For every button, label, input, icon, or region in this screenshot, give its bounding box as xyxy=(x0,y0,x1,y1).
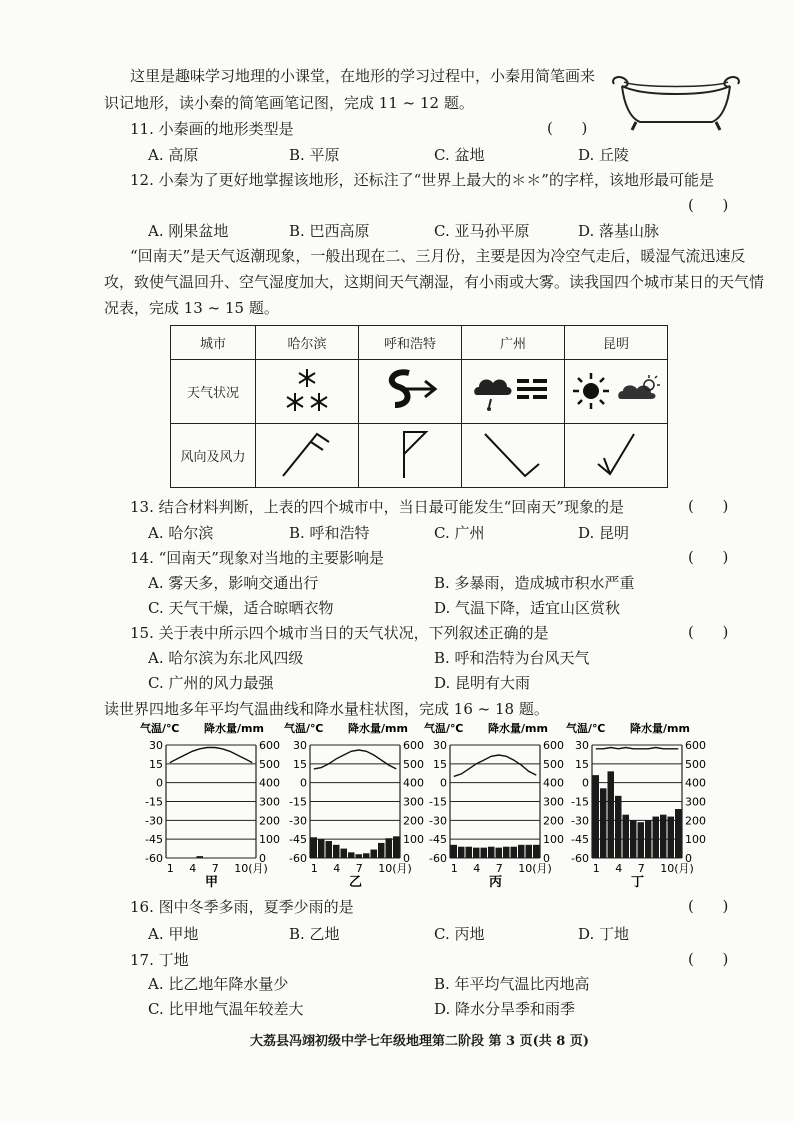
temperature-tick-label: 0 xyxy=(440,776,447,790)
temperature-tick-label: -60 xyxy=(145,852,163,865)
precipitation-bar xyxy=(503,847,510,858)
precipitation-tick-label: 400 xyxy=(403,776,424,790)
q15-answer-paren[interactable]: ( ) xyxy=(688,623,729,641)
precipitation-bar xyxy=(371,850,378,858)
table-header-hohhot: 呼和浩特 xyxy=(359,326,462,360)
precipitation-tick-label: 400 xyxy=(685,776,706,790)
basin-sketch-image xyxy=(606,70,746,136)
precipitation-tick-label: 0 xyxy=(403,852,410,865)
temperature-tick-label: -15 xyxy=(145,795,163,809)
temperature-tick-label: 15 xyxy=(149,757,163,771)
precipitation-axis-title: 降水量/mm xyxy=(488,722,548,735)
q17-option-b[interactable]: B. 年平均气温比丙地高 xyxy=(434,975,590,993)
temperature-tick-label: -60 xyxy=(571,852,589,865)
climate-chart-bing xyxy=(424,720,572,890)
precipitation-bar xyxy=(386,838,393,858)
precipitation-tick-label: 300 xyxy=(403,795,424,809)
hohhot-weather xyxy=(359,360,462,424)
guangzhou-wind xyxy=(462,424,565,488)
weather-table xyxy=(170,325,668,488)
month-tick-label: 10(月) xyxy=(234,862,268,875)
precipitation-bar xyxy=(458,847,465,858)
intro-2-line-2: 攻，致使气温回升、空气湿度加大，这期间天气潮湿，有小雨或大雾。读我国四个城市某日的天气情 xyxy=(104,273,765,291)
q17-stem: 17. 丁地 xyxy=(130,951,189,969)
month-tick-label: 10(月) xyxy=(518,862,552,875)
precipitation-tick-label: 100 xyxy=(259,833,280,847)
precipitation-tick-label: 200 xyxy=(259,814,280,828)
q17-option-c[interactable]: C. 比甲地气温年较差大 xyxy=(148,1000,304,1018)
sun-and-cloud-icon xyxy=(569,365,663,415)
precipitation-tick-label: 0 xyxy=(259,852,266,865)
precipitation-bar xyxy=(623,815,630,858)
precipitation-bar xyxy=(668,817,675,858)
climate-chart-yi xyxy=(284,720,432,890)
precipitation-bar xyxy=(197,856,204,858)
precipitation-bar xyxy=(496,848,503,858)
precipitation-bar xyxy=(660,815,667,858)
temperature-tick-label: -30 xyxy=(429,814,447,828)
precipitation-bar xyxy=(348,852,355,858)
temperature-tick-label: -30 xyxy=(145,814,163,828)
rain-and-fog-icon xyxy=(471,365,555,415)
temperature-tick-label: -60 xyxy=(289,852,307,865)
month-tick-label: 1 xyxy=(310,862,318,875)
precipitation-bar xyxy=(533,845,540,858)
q11-option-d[interactable]: D. 丘陵 xyxy=(578,146,630,164)
q11-answer-paren[interactable]: ( ) xyxy=(547,119,588,137)
precipitation-bar xyxy=(638,822,645,858)
precipitation-bar xyxy=(526,845,533,858)
q16-option-b[interactable]: B. 乙地 xyxy=(289,925,340,943)
q16-option-d[interactable]: D. 丁地 xyxy=(578,925,630,943)
snow-icon xyxy=(279,365,335,415)
chart-name: 丁 xyxy=(631,875,645,890)
temperature-tick-label: 30 xyxy=(575,739,589,752)
q14-option-b[interactable]: B. 多暴雨，造成城市积水严重 xyxy=(434,574,635,592)
q13-option-b[interactable]: B. 呼和浩特 xyxy=(289,524,370,542)
q13-option-c[interactable]: C. 广州 xyxy=(434,524,485,542)
hohhot-wind xyxy=(359,424,462,488)
temperature-axis-title: 气温/℃ xyxy=(566,722,606,735)
q16-option-c[interactable]: C. 丙地 xyxy=(434,925,485,943)
precipitation-tick-label: 600 xyxy=(685,739,706,752)
q16-answer-paren[interactable]: ( ) xyxy=(688,897,729,915)
q11-option-a[interactable]: A. 高原 xyxy=(148,146,199,164)
temperature-tick-label: -15 xyxy=(571,795,589,809)
intro-1-line-1: 这里是趣味学习地理的小课堂，在地形的学习过程中，小秦用简笔画来 xyxy=(130,67,596,85)
q14-stem: 14. “回南天”现象对当地的主要影响是 xyxy=(130,549,384,567)
table-header-kunming: 昆明 xyxy=(565,326,668,360)
q11-stem: 11. 小秦画的地形类型是 xyxy=(130,120,294,138)
precipitation-axis-title: 降水量/mm xyxy=(204,722,264,735)
intro-3: 读世界四地多年平均气温曲线和降水量柱状图，完成 16 ~ 18 题。 xyxy=(104,700,549,718)
q13-answer-paren[interactable]: ( ) xyxy=(688,497,729,515)
q13-option-a[interactable]: A. 哈尔滨 xyxy=(148,524,214,542)
temperature-tick-label: 0 xyxy=(156,776,163,790)
guangzhou-weather xyxy=(462,360,565,424)
chart-name: 乙 xyxy=(349,875,363,890)
precipitation-tick-label: 600 xyxy=(543,739,564,752)
precipitation-bar xyxy=(451,845,458,858)
temperature-tick-label: 30 xyxy=(149,739,163,752)
temperature-tick-label: -45 xyxy=(145,833,163,847)
precipitation-bar xyxy=(356,854,363,858)
precipitation-tick-label: 100 xyxy=(685,833,706,847)
precipitation-bar xyxy=(393,836,400,858)
precipitation-tick-label: 0 xyxy=(543,852,550,865)
table-header-guangzhou: 广州 xyxy=(462,326,565,360)
page-footer: 大荔县冯翊初级中学七年级地理第二阶段 第 3 页(共 8 页) xyxy=(250,1034,590,1049)
temperature-tick-label: 15 xyxy=(575,757,589,771)
temperature-curve xyxy=(454,755,537,776)
precipitation-axis-title: 降水量/mm xyxy=(630,722,690,735)
wind-barb-icon xyxy=(576,426,656,482)
wind-barb-icon xyxy=(473,426,553,482)
precipitation-tick-label: 200 xyxy=(685,814,706,828)
month-tick-label: 7 xyxy=(495,862,503,875)
temperature-tick-label: -45 xyxy=(429,833,447,847)
precipitation-bar xyxy=(608,771,615,858)
temperature-tick-label: -15 xyxy=(429,795,447,809)
temperature-tick-label: -60 xyxy=(429,852,447,865)
q16-stem: 16. 图中冬季多雨，夏季少雨的是 xyxy=(130,898,354,916)
precipitation-bar xyxy=(518,845,525,858)
precipitation-bar xyxy=(511,847,518,858)
q15-option-d[interactable]: D. 昆明有大雨 xyxy=(434,674,531,692)
temperature-tick-label: 15 xyxy=(293,757,307,771)
chart-name: 甲 xyxy=(205,875,219,890)
temperature-tick-label: -45 xyxy=(571,833,589,847)
precipitation-bar xyxy=(333,845,340,858)
precipitation-axis-title: 降水量/mm xyxy=(348,722,408,735)
q12-option-a[interactable]: A. 刚果盆地 xyxy=(148,222,229,240)
intro-2-line-3: 况表，完成 13 ~ 15 题。 xyxy=(104,299,279,317)
precipitation-bar xyxy=(473,848,480,858)
precipitation-bar xyxy=(341,849,348,858)
q15-option-b[interactable]: B. 呼和浩特为台风天气 xyxy=(434,649,590,667)
q15-option-c[interactable]: C. 广州的风力最强 xyxy=(148,674,274,692)
wind-barb-icon xyxy=(267,426,347,482)
precipitation-bar xyxy=(466,847,473,858)
temperature-tick-label: -30 xyxy=(571,814,589,828)
precipitation-tick-label: 200 xyxy=(403,814,424,828)
month-tick-label: 1 xyxy=(166,862,174,875)
precipitation-bar xyxy=(653,817,660,858)
month-tick-label: 4 xyxy=(473,862,481,875)
month-tick-label: 7 xyxy=(211,862,219,875)
precipitation-bar xyxy=(630,820,637,858)
month-tick-label: 10(月) xyxy=(660,862,694,875)
temperature-curve xyxy=(314,750,397,769)
precipitation-bar xyxy=(488,847,495,858)
temperature-tick-label: 15 xyxy=(433,757,447,771)
q11-option-c[interactable]: C. 盆地 xyxy=(434,146,485,164)
temperature-axis-title: 气温/℃ xyxy=(140,722,180,735)
precipitation-bar xyxy=(326,841,333,858)
harbin-weather xyxy=(256,360,359,424)
precipitation-tick-label: 600 xyxy=(403,739,424,752)
temperature-curve xyxy=(170,748,253,763)
month-tick-label: 7 xyxy=(637,862,645,875)
intro-1-line-2: 识记地形，读小秦的简笔画笔记图，完成 11 ~ 12 题。 xyxy=(104,94,474,112)
precipitation-tick-label: 300 xyxy=(685,795,706,809)
precipitation-bar xyxy=(378,843,385,858)
q16-option-a[interactable]: A. 甲地 xyxy=(148,925,199,943)
precipitation-tick-label: 500 xyxy=(403,757,424,771)
month-tick-label: 1 xyxy=(450,862,458,875)
precipitation-tick-label: 100 xyxy=(543,833,564,847)
q15-stem: 15. 关于表中所示四个城市当日的天气状况，下列叙述正确的是 xyxy=(130,624,549,642)
temperature-axis-title: 气温/℃ xyxy=(424,722,464,735)
month-tick-label: 1 xyxy=(592,862,600,875)
precipitation-bar xyxy=(615,796,622,858)
precipitation-tick-label: 100 xyxy=(403,833,424,847)
row-label-weather: 天气状况 xyxy=(171,360,256,424)
month-tick-label: 4 xyxy=(615,862,623,875)
temperature-axis-title: 气温/℃ xyxy=(284,722,324,735)
temperature-tick-label: -45 xyxy=(289,833,307,847)
temperature-tick-label: 30 xyxy=(433,739,447,752)
q12-stem: 12. 小秦为了更好地掌握该地形，还标注了“世界上最大的＊＊”的字样，该地形最可能是 xyxy=(130,171,714,189)
q14-option-d[interactable]: D. 气温下降，适宜山区赏秋 xyxy=(434,599,621,617)
precipitation-bar xyxy=(311,837,318,858)
precipitation-tick-label: 0 xyxy=(685,852,692,865)
intro-2-line-1: “回南天”是天气返潮现象，一般出现在二、三月份，主要是因为冷空气走后，暖湿气流迅速反 xyxy=(130,247,746,265)
kunming-weather xyxy=(565,360,668,424)
q14-option-c[interactable]: C. 天气干燥，适合晾晒衣物 xyxy=(148,599,334,617)
precipitation-bar xyxy=(675,809,682,858)
month-tick-label: 7 xyxy=(355,862,363,875)
q17-option-d[interactable]: D. 降水分旱季和雨季 xyxy=(434,1000,576,1018)
precipitation-tick-label: 500 xyxy=(543,757,564,771)
month-tick-label: 10(月) xyxy=(378,862,412,875)
q15-option-a[interactable]: A. 哈尔滨为东北风四级 xyxy=(148,649,304,667)
month-tick-label: 4 xyxy=(333,862,341,875)
harbin-wind xyxy=(256,424,359,488)
temperature-curve xyxy=(596,748,679,749)
precipitation-tick-label: 300 xyxy=(543,795,564,809)
precipitation-bar xyxy=(481,848,488,858)
q17-answer-paren[interactable]: ( ) xyxy=(688,950,729,968)
chart-name: 丙 xyxy=(489,875,503,890)
precipitation-bar xyxy=(600,788,607,858)
precipitation-tick-label: 500 xyxy=(259,757,280,771)
precipitation-tick-label: 400 xyxy=(259,776,280,790)
climate-chart-jia xyxy=(140,720,288,890)
wind-barb-icon xyxy=(370,426,450,482)
temperature-tick-label: -30 xyxy=(289,814,307,828)
q11-option-b[interactable]: B. 平原 xyxy=(289,146,340,164)
q12-answer-paren[interactable]: ( ) xyxy=(688,196,729,214)
q12-option-d[interactable]: D. 落基山脉 xyxy=(578,222,660,240)
climate-chart-ding xyxy=(566,720,714,890)
table-header-city: 城市 xyxy=(171,326,256,360)
typhoon-arrow-icon xyxy=(375,365,445,415)
q13-stem: 13. 结合材料判断，上表的四个城市中，当日最可能发生“回南天”现象的是 xyxy=(130,498,624,516)
precipitation-bar xyxy=(363,853,370,858)
q14-answer-paren[interactable]: ( ) xyxy=(688,548,729,566)
q14-option-a[interactable]: A. 雾天多，影响交通出行 xyxy=(148,574,319,592)
q12-option-b[interactable]: B. 巴西高原 xyxy=(289,222,370,240)
q12-option-c[interactable]: C. 亚马孙平原 xyxy=(434,222,530,240)
temperature-tick-label: 0 xyxy=(582,776,589,790)
precipitation-tick-label: 200 xyxy=(543,814,564,828)
precipitation-bar xyxy=(318,839,325,858)
temperature-tick-label: 0 xyxy=(300,776,307,790)
month-tick-label: 4 xyxy=(189,862,197,875)
precipitation-tick-label: 500 xyxy=(685,757,706,771)
precipitation-tick-label: 300 xyxy=(259,795,280,809)
q17-option-a[interactable]: A. 比乙地年降水量少 xyxy=(148,975,289,993)
q13-option-d[interactable]: D. 昆明 xyxy=(578,524,630,542)
temperature-tick-label: -15 xyxy=(289,795,307,809)
kunming-wind xyxy=(565,424,668,488)
precipitation-bar xyxy=(593,775,600,858)
table-header-harbin: 哈尔滨 xyxy=(256,326,359,360)
precipitation-tick-label: 600 xyxy=(259,739,280,752)
precipitation-bar xyxy=(645,820,652,858)
row-label-wind: 风向及风力 xyxy=(171,424,256,488)
temperature-tick-label: 30 xyxy=(293,739,307,752)
precipitation-tick-label: 400 xyxy=(543,776,564,790)
